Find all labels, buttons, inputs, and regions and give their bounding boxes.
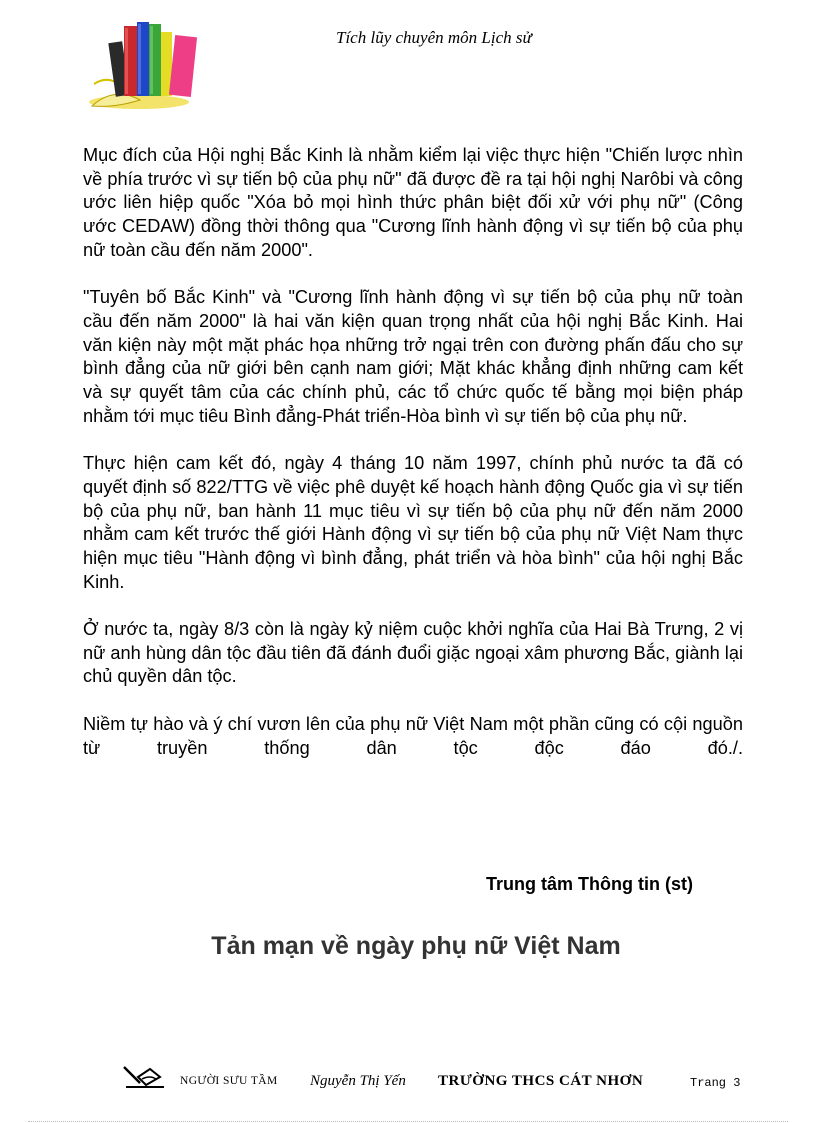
paragraph: Mục đích của Hội nghị Bắc Kinh là nhằm kiểm lại việc thực hiện "Chiến lược nhìn về phía trước vì sự tiến bộ của phụ nữ" đã được đề ra tại hội nghị Narôbi và công ước liên hiệp quốc "Xóa bỏ mọi hình thức phân biệt đối xử với phụ nữ" (Công ước CEDAW) đồng thời thông qua "Cương lĩnh hành động vì sự tiến bộ của phụ nữ toàn cầu đến năm 2000". (83, 145, 743, 260)
paragraph: Thực hiện cam kết đó, ngày 4 tháng 10 năm 1997, chính phủ nước ta đã có quyết định số 822/TTG về việc phê duyệt kế hoạch hành động Quốc gia vì sự tiến bộ của phụ nữ, ban hành 11 mục tiêu vì sự tiến bộ của phụ nữ đến năm 2000 nhằm cam kết trước thế giới Hành động vì sự tiến bộ của phụ nữ Việt Nam thực hiện mục tiêu "Hành động vì bình đẳng, phát triển và hòa bình" của hội nghị Bắc Kinh. (83, 453, 743, 592)
article-body (83, 144, 743, 760)
paragraph: Niềm tự hào và ý chí vươn lên của phụ nữ Việt Nam một phần cũng có cội nguồn từ truyền thống dân tộc độc đáo đó./. (83, 713, 743, 758)
page-footer (0, 1060, 816, 1100)
books-icon (84, 14, 206, 114)
footer-divider (28, 1121, 788, 1122)
paragraph: Ở nước ta, ngày 8/3 còn là ngày kỷ niệm cuộc khởi nghĩa của Hai Bà Trưng, 2 vị nữ anh hùng dân tộc đầu tiên đã đánh đuổi giặc ngoại xâm phương Bắc, giành lại chủ quyền dân tộc. (83, 619, 743, 687)
header-title: Tích lũy chuyên môn Lịch sử (336, 28, 532, 47)
collector-label: NGƯỜI SƯU TẦM (180, 1075, 278, 1087)
paragraph: "Tuyên bố Bắc Kinh" và "Cương lĩnh hành động vì sự tiến bộ của phụ nữ toàn cầu đến năm 2000" là hai văn kiện quan trọng nhất của hội nghị Bắc Kinh. Hai văn kiện này một mặt phác họa những trở ngại trên con đường phấn đấu cho sự bình đẳng của nữ giới bên cạnh nam giới; Mặt khác khẳng định những cam kết và sự quyết tâm của các chính phủ, các tổ chức quốc tế bằng mọi biện pháp nhằm tới mục tiêu Bình đẳng-Phát triển-Hòa bình vì sự tiến bộ của phụ nữ. (83, 287, 743, 426)
school-name: TRƯỜNG THCS CÁT NHƠN (438, 1073, 644, 1089)
signature: Trung tâm Thông tin (st) (486, 874, 693, 894)
author-name: Nguyễn Thị Yến (310, 1073, 406, 1089)
article-title: Tản mạn về ngày phụ nữ Việt Nam (211, 932, 621, 960)
pen-writing-icon (120, 1063, 168, 1091)
page-number: Trang 3 (690, 1076, 741, 1090)
